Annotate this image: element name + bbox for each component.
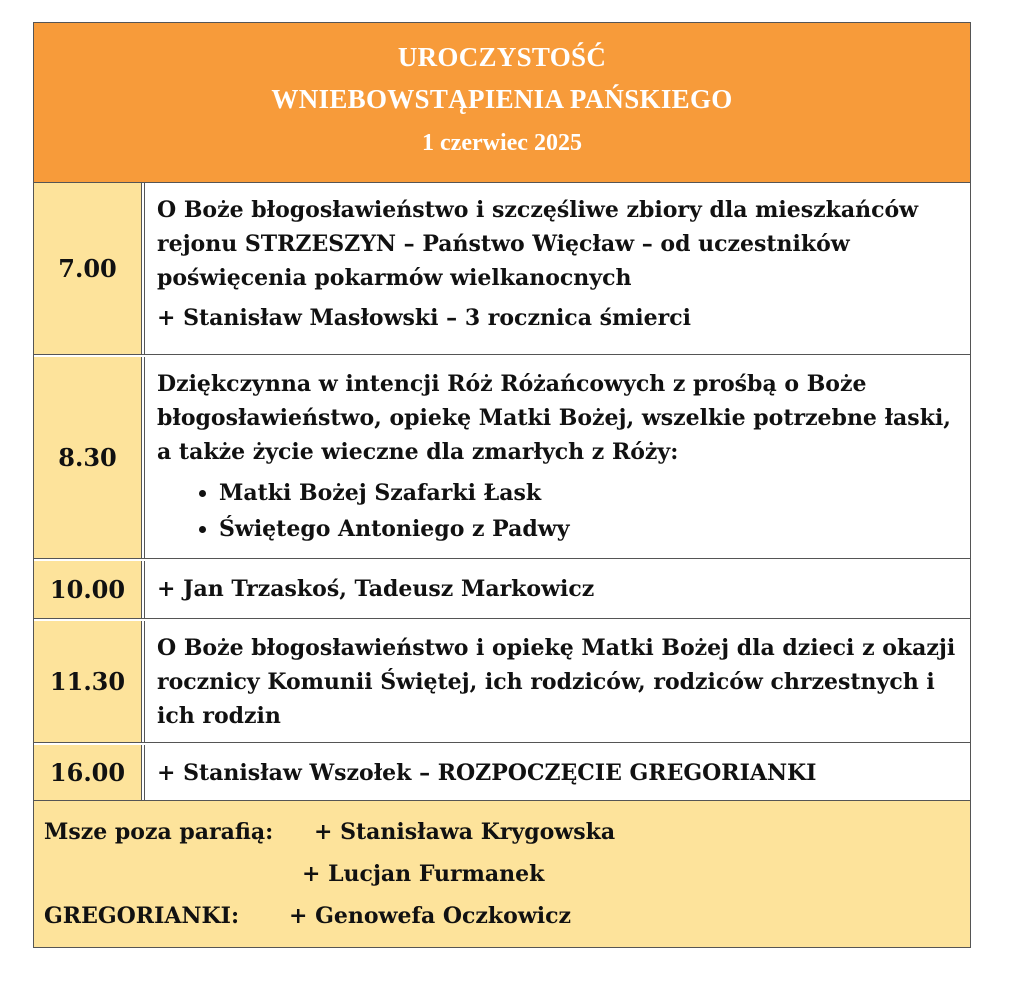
footer-row: [44, 811, 960, 853]
outside-mass-intention: + Stanisława Krygowska: [314, 819, 616, 845]
intention-text: O Boże błogosławieństwo i opiekę Matki Bożej dla dzieci z okazji rocznicy Komunii Świętej, ich rodziców, rodziców chrzestnych i ich rodzin: [157, 635, 956, 729]
mass-time: 11.30: [34, 621, 142, 742]
footer-row: [44, 853, 960, 895]
rose-list: [157, 475, 958, 547]
intention-text: + Stanisław Wszołek – ROZPOCZĘCIE GREGORIANKI: [157, 760, 817, 786]
mass-time: 10.00: [34, 561, 142, 618]
list-item: • Świętego Antoniego z Padwy: [219, 511, 958, 547]
footer-row: [44, 895, 960, 937]
title-line-2: WNIEBOWSTĄPIENIA PAŃSKIEGO: [271, 84, 733, 114]
intention-text: Dziękczynna w intencji Róż Różańcowych z prośbą o Boże błogosławieństwo, opiekę Matki Bożej, wszelkie potrzebne łaski, a także życie wieczne dla zmarłych z Róży:: [157, 371, 951, 465]
schedule-footer: [34, 801, 970, 947]
mass-intention: [145, 745, 970, 800]
intention-text: + Stanisław Masłowski – 3 rocznica śmierci: [157, 305, 691, 331]
outside-mass-intention: + Lucjan Furmanek: [302, 861, 545, 887]
gregorian-label: GREGORIANKI:: [44, 903, 240, 929]
table-row: [34, 355, 970, 559]
mass-time: 8.30: [34, 357, 142, 558]
table-row: [34, 743, 970, 801]
schedule-header: [34, 23, 970, 183]
intention-text: + Jan Trzaskoś, Tadeusz Markowicz: [157, 576, 595, 602]
intention-text: O Boże błogosławieństwo i szczęśliwe zbiory dla mieszkańców rejonu STRZESZYN – Państwo Więcław – od uczestników poświęcenia pokarmów wielkanocnych: [157, 197, 919, 291]
mass-intention: [145, 561, 970, 618]
mass-time: 16.00: [34, 745, 142, 800]
table-row: [34, 559, 970, 619]
mass-time: 7.00: [34, 183, 142, 354]
mass-intention: [145, 357, 970, 558]
mass-intention: [145, 183, 970, 354]
mass-schedule-table: [33, 22, 971, 948]
list-item: • Matki Bożej Szafarki Łask: [219, 475, 958, 511]
table-row: [34, 183, 970, 355]
table-row: [34, 619, 970, 743]
title-line-1: UROCZYSTOŚĆ: [397, 42, 607, 72]
gregorian-intention: + Genowefa Oczkowicz: [289, 903, 572, 929]
schedule-date: 1 czerwiec 2025: [422, 130, 582, 156]
mass-intention: [145, 621, 970, 742]
outside-masses-label: Msze poza parafią:: [44, 819, 274, 845]
